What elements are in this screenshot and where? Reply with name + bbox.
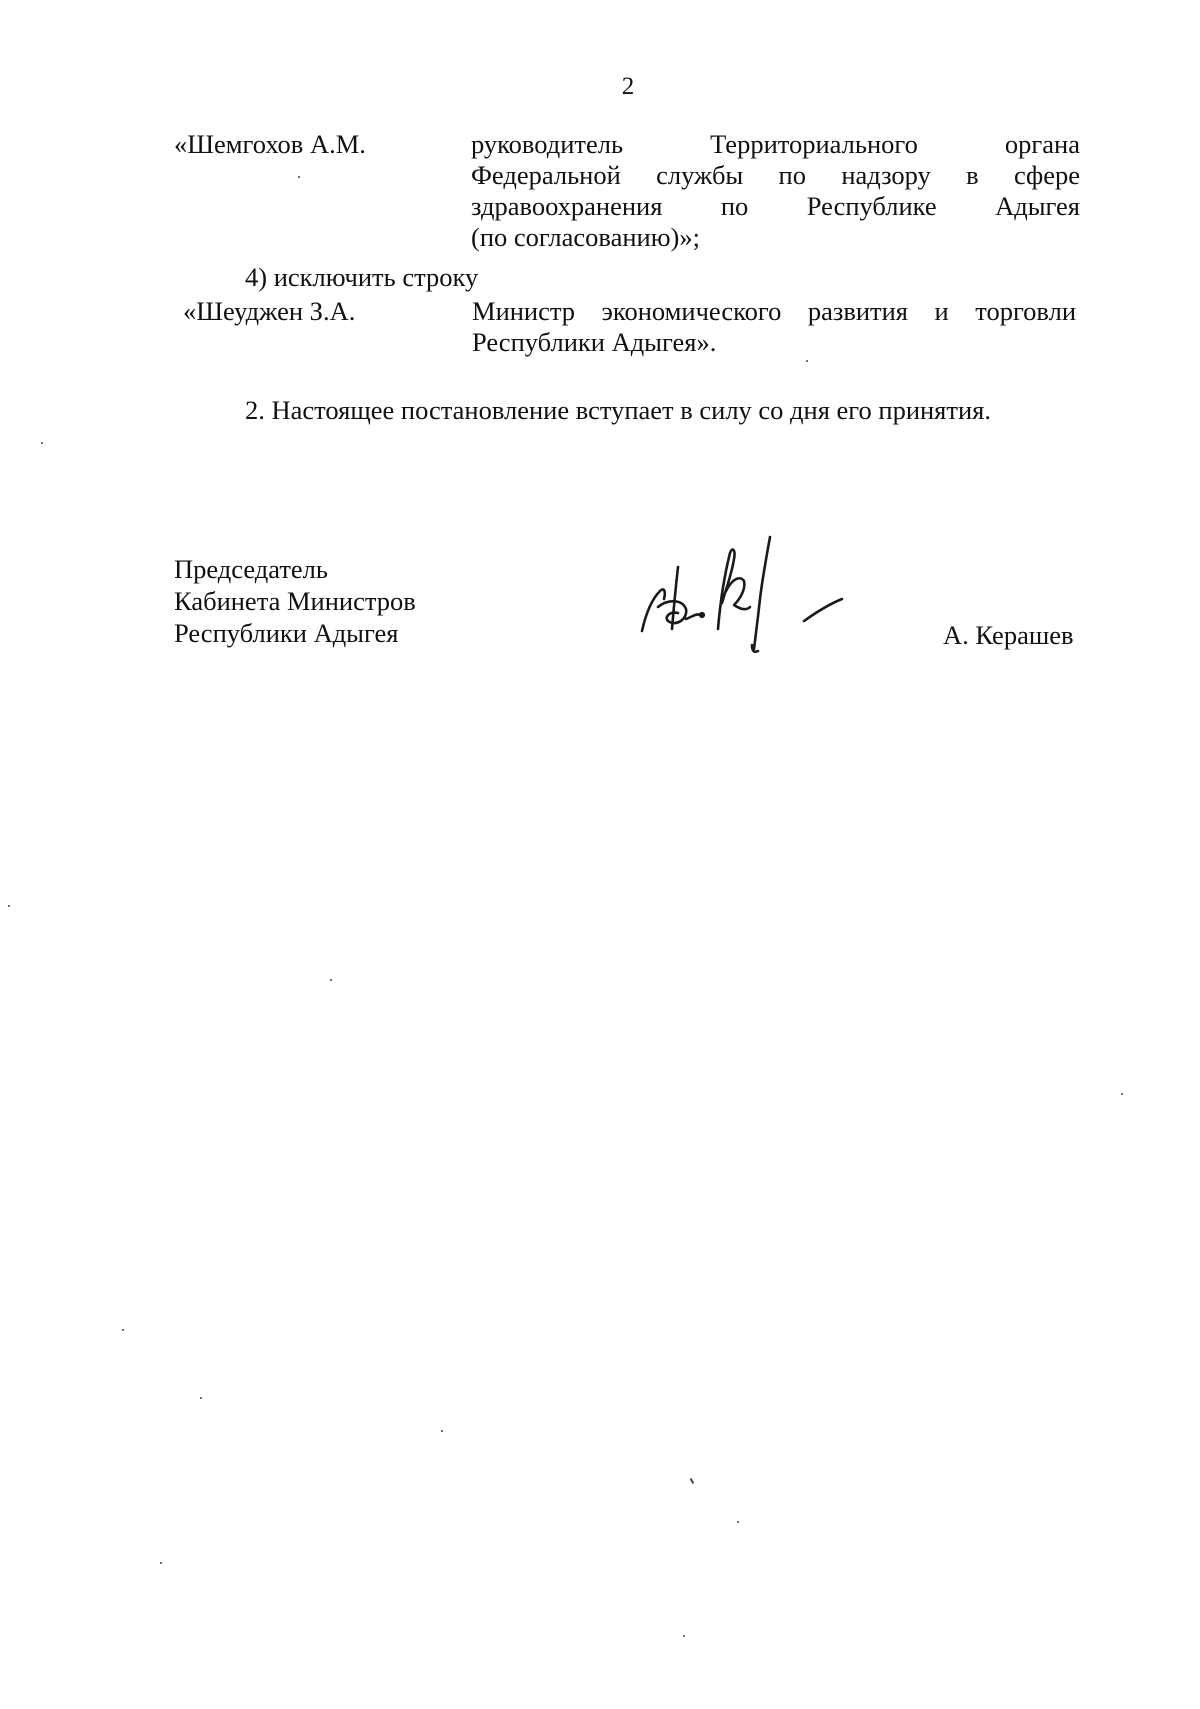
description-line: Министр экономического развития и торговли (472, 296, 1076, 326)
description-line: (по согласованию)»; (471, 222, 700, 252)
scan-speck (1121, 1093, 1123, 1095)
scan-speck (160, 1562, 162, 1564)
clause-2-text: 2. Настоящее постановление вступает в силу со дня его принятия. (245, 395, 991, 425)
scan-speck (690, 1478, 695, 1484)
entry-description (471, 129, 1080, 253)
item-4-text: 4) исключить строку (245, 262, 479, 292)
signer-title-line: Председатель (174, 554, 328, 584)
scan-speck (200, 1397, 202, 1399)
scan-speck (683, 1635, 685, 1637)
scan-speck (441, 1430, 443, 1432)
page-number: 2 (621, 73, 635, 100)
description-line: Федеральной службы по надзору в сфере (471, 160, 1080, 190)
signer-title-line: Республики Адыгея (174, 618, 399, 648)
excluded-entry-description (472, 296, 1076, 358)
scan-speck (41, 442, 43, 444)
signer-title-line: Кабинета Министров (174, 586, 416, 616)
scan-speck (8, 905, 10, 907)
scan-speck (298, 176, 300, 178)
scan-speck (737, 1521, 739, 1523)
description-line: руководитель Территориального органа (471, 129, 1080, 159)
signer-name: А. Керашев (943, 620, 1074, 650)
description-line: здравоохранения по Республике Адыгея (471, 191, 1080, 221)
signature-image (636, 533, 848, 653)
scan-speck (330, 979, 332, 981)
entry-name: «Шемгохов А.М. (174, 129, 366, 159)
excluded-entry-name: «Шеуджен З.А. (183, 296, 356, 326)
signer-title (174, 554, 416, 650)
description-line: Республики Адыгея». (472, 327, 717, 357)
scan-speck (122, 1329, 124, 1331)
scan-speck (806, 360, 808, 362)
